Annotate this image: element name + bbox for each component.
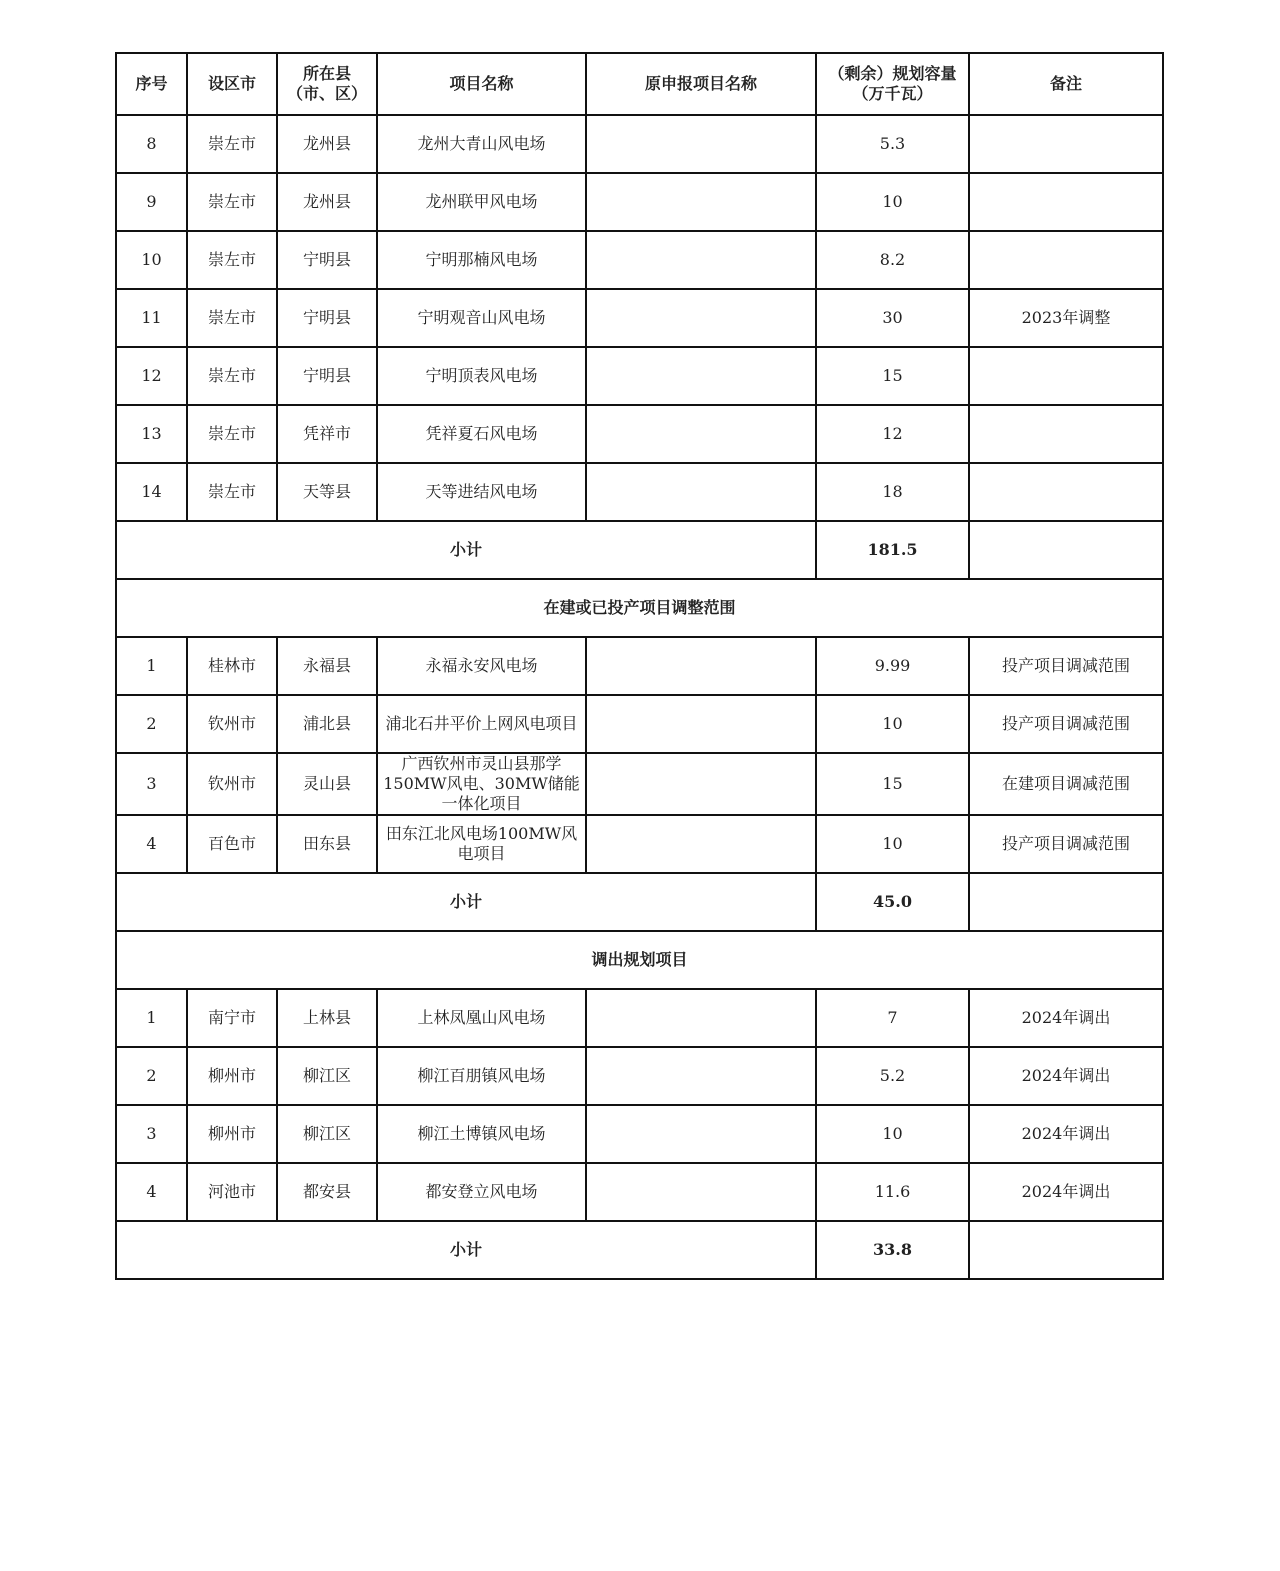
cell-city: 河池市: [187, 1163, 277, 1221]
cell-original: [586, 347, 816, 405]
section-title: 调出规划项目: [116, 931, 1163, 989]
cell-remark: 投产项目调减范围: [969, 815, 1163, 873]
cell-remark: 2024年调出: [969, 1105, 1163, 1163]
cell-project: 田东江北风电场100MW风电项目: [377, 815, 586, 873]
cell-capacity: 9.99: [816, 637, 969, 695]
cell-original: [586, 695, 816, 753]
cell-original: [586, 753, 816, 815]
cell-capacity: 15: [816, 753, 969, 815]
cell-seq: 1: [116, 989, 187, 1047]
table-row: [116, 289, 1163, 347]
cell-seq: 10: [116, 231, 187, 289]
cell-county: 上林县: [277, 989, 377, 1047]
cell-county: 宁明县: [277, 231, 377, 289]
cell-project: 柳江百朋镇风电场: [377, 1047, 586, 1105]
subtotal-value: 45.0: [816, 873, 969, 931]
header-capacity-line1: （剩余）规划容量: [828, 64, 957, 83]
cell-project: 柳江土博镇风电场: [377, 1105, 586, 1163]
header-county-line2: （市、区）: [286, 84, 367, 103]
cell-remark: [969, 231, 1163, 289]
project-table: [115, 52, 1164, 1280]
subtotal-remark: [969, 521, 1163, 579]
subtotal-row: [116, 521, 1163, 579]
cell-seq: 8: [116, 115, 187, 173]
cell-county: 柳江区: [277, 1047, 377, 1105]
cell-capacity: 10: [816, 815, 969, 873]
header-project: 项目名称: [377, 53, 586, 115]
subtotal-remark: [969, 873, 1163, 931]
cell-project: 都安登立风电场: [377, 1163, 586, 1221]
cell-city: 百色市: [187, 815, 277, 873]
cell-capacity: 7: [816, 989, 969, 1047]
cell-seq: 2: [116, 1047, 187, 1105]
cell-capacity: 11.6: [816, 1163, 969, 1221]
subtotal-label: 小计: [116, 521, 816, 579]
table-row: [116, 115, 1163, 173]
cell-original: [586, 231, 816, 289]
cell-county: 宁明县: [277, 347, 377, 405]
table-row: [116, 1105, 1163, 1163]
cell-seq: 11: [116, 289, 187, 347]
header-county: [277, 53, 377, 115]
cell-original: [586, 637, 816, 695]
cell-original: [586, 1163, 816, 1221]
cell-seq: 3: [116, 1105, 187, 1163]
table-row: [116, 1047, 1163, 1105]
cell-city: 钦州市: [187, 753, 277, 815]
cell-remark: 2023年调整: [969, 289, 1163, 347]
cell-capacity: 15: [816, 347, 969, 405]
subtotal-label: 小计: [116, 873, 816, 931]
header-county-line1: 所在县: [302, 64, 351, 83]
cell-remark: 投产项目调减范围: [969, 637, 1163, 695]
cell-capacity: 10: [816, 695, 969, 753]
subtotal-value: 181.5: [816, 521, 969, 579]
cell-project: 永福永安风电场: [377, 637, 586, 695]
cell-capacity: 5.2: [816, 1047, 969, 1105]
cell-capacity: 5.3: [816, 115, 969, 173]
cell-capacity: 10: [816, 1105, 969, 1163]
header-capacity-line2: （万千瓦）: [852, 84, 933, 103]
table-row: [116, 753, 1163, 815]
cell-remark: 2024年调出: [969, 1047, 1163, 1105]
cell-city: 崇左市: [187, 463, 277, 521]
cell-project: 浦北石井平价上网风电项目: [377, 695, 586, 753]
cell-seq: 9: [116, 173, 187, 231]
cell-county: 宁明县: [277, 289, 377, 347]
cell-city: 崇左市: [187, 347, 277, 405]
cell-remark: 投产项目调减范围: [969, 695, 1163, 753]
cell-city: 柳州市: [187, 1047, 277, 1105]
subtotal-remark: [969, 1221, 1163, 1279]
cell-original: [586, 989, 816, 1047]
table-row: [116, 347, 1163, 405]
table-row: [116, 1163, 1163, 1221]
cell-city: 桂林市: [187, 637, 277, 695]
cell-capacity: 12: [816, 405, 969, 463]
subtotal-label: 小计: [116, 1221, 816, 1279]
cell-capacity: 18: [816, 463, 969, 521]
table-row: [116, 695, 1163, 753]
cell-remark: 在建项目调减范围: [969, 753, 1163, 815]
subtotal-row: [116, 873, 1163, 931]
table-row: [116, 463, 1163, 521]
cell-seq: 1: [116, 637, 187, 695]
cell-city: 南宁市: [187, 989, 277, 1047]
cell-capacity: 8.2: [816, 231, 969, 289]
header-original: 原申报项目名称: [586, 53, 816, 115]
section-title-row: [116, 931, 1163, 989]
cell-project: 天等进结风电场: [377, 463, 586, 521]
header-capacity: [816, 53, 969, 115]
cell-project: 宁明顶表风电场: [377, 347, 586, 405]
cell-original: [586, 173, 816, 231]
cell-seq: 12: [116, 347, 187, 405]
header-city: 设区市: [187, 53, 277, 115]
cell-project: 广西钦州市灵山县那学150MW风电、30MW储能一体化项目: [377, 753, 586, 815]
header-remark: 备注: [969, 53, 1163, 115]
cell-remark: 2024年调出: [969, 989, 1163, 1047]
cell-city: 崇左市: [187, 173, 277, 231]
section-title: 在建或已投产项目调整范围: [116, 579, 1163, 637]
cell-city: 崇左市: [187, 115, 277, 173]
cell-county: 田东县: [277, 815, 377, 873]
cell-seq: 13: [116, 405, 187, 463]
cell-seq: 2: [116, 695, 187, 753]
cell-project: 宁明那楠风电场: [377, 231, 586, 289]
cell-capacity: 10: [816, 173, 969, 231]
cell-remark: [969, 347, 1163, 405]
table-row: [116, 815, 1163, 873]
cell-original: [586, 405, 816, 463]
header-seq: 序号: [116, 53, 187, 115]
table-row: [116, 173, 1163, 231]
cell-project: 上林凤凰山风电场: [377, 989, 586, 1047]
cell-city: 钦州市: [187, 695, 277, 753]
section-title-row: [116, 579, 1163, 637]
table-row: [116, 231, 1163, 289]
header-row: [116, 53, 1163, 115]
cell-remark: [969, 405, 1163, 463]
cell-county: 龙州县: [277, 115, 377, 173]
cell-original: [586, 463, 816, 521]
cell-county: 永福县: [277, 637, 377, 695]
cell-city: 崇左市: [187, 405, 277, 463]
cell-city: 崇左市: [187, 289, 277, 347]
cell-original: [586, 1105, 816, 1163]
subtotal-row: [116, 1221, 1163, 1279]
cell-remark: [969, 173, 1163, 231]
cell-remark: [969, 463, 1163, 521]
cell-county: 浦北县: [277, 695, 377, 753]
cell-project: 龙州联甲风电场: [377, 173, 586, 231]
cell-county: 都安县: [277, 1163, 377, 1221]
table-row: [116, 989, 1163, 1047]
cell-original: [586, 1047, 816, 1105]
cell-seq: 14: [116, 463, 187, 521]
cell-seq: 4: [116, 815, 187, 873]
cell-county: 灵山县: [277, 753, 377, 815]
cell-seq: 4: [116, 1163, 187, 1221]
cell-city: 崇左市: [187, 231, 277, 289]
cell-remark: 2024年调出: [969, 1163, 1163, 1221]
cell-original: [586, 289, 816, 347]
cell-city: 柳州市: [187, 1105, 277, 1163]
cell-project: 宁明观音山风电场: [377, 289, 586, 347]
cell-original: [586, 815, 816, 873]
cell-county: 柳江区: [277, 1105, 377, 1163]
cell-capacity: 30: [816, 289, 969, 347]
cell-county: 龙州县: [277, 173, 377, 231]
subtotal-value: 33.8: [816, 1221, 969, 1279]
cell-project: 凭祥夏石风电场: [377, 405, 586, 463]
cell-county: 天等县: [277, 463, 377, 521]
cell-original: [586, 115, 816, 173]
cell-seq: 3: [116, 753, 187, 815]
cell-county: 凭祥市: [277, 405, 377, 463]
table-row: [116, 637, 1163, 695]
cell-remark: [969, 115, 1163, 173]
cell-project: 龙州大青山风电场: [377, 115, 586, 173]
table-row: [116, 405, 1163, 463]
